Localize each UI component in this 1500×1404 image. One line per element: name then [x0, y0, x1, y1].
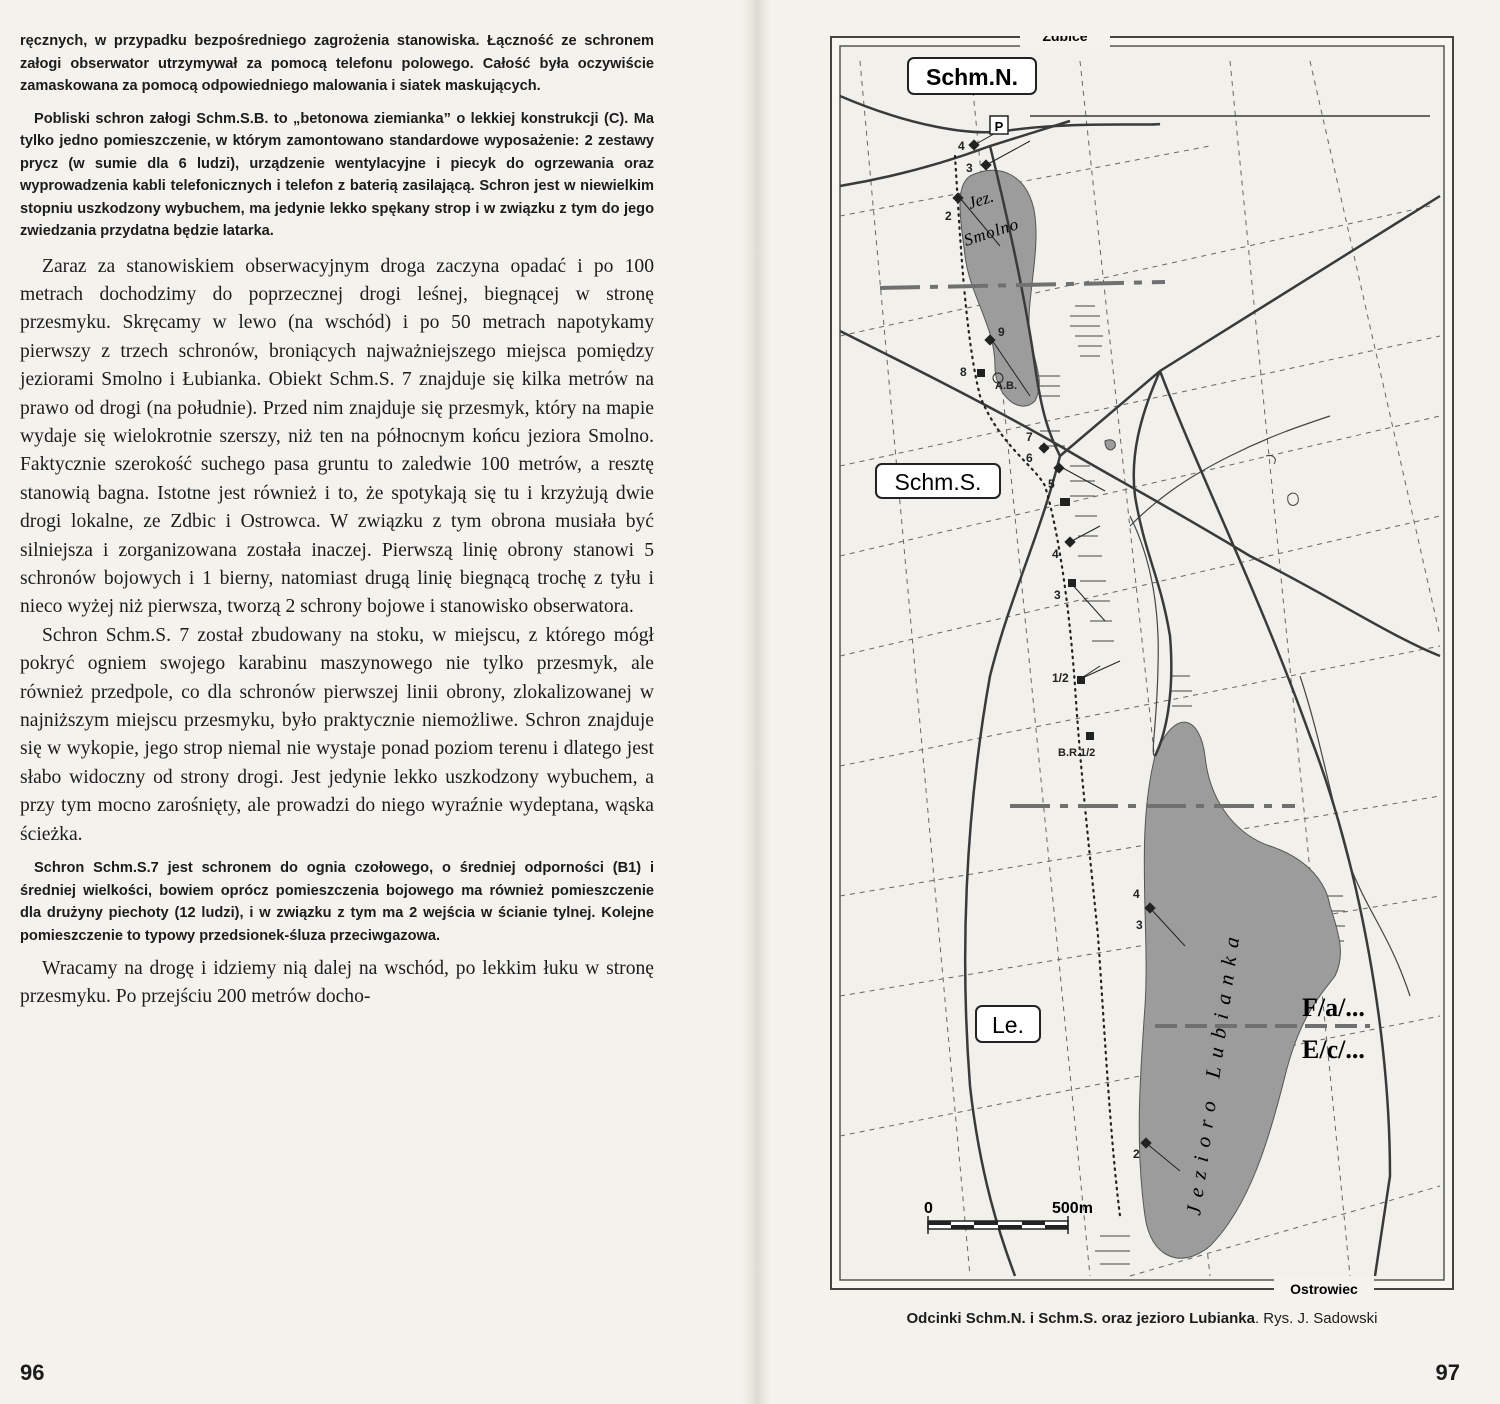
lake-smolno-label-1: Jez.	[965, 186, 996, 213]
paragraph-3: Zaraz za stanowiskiem obserwacyjnym droga zaczyna opadać i po 100 metrach dochodzimy do poprzecznej drogi leśnej, biegnącej w stronę przesmyku. Skręcamy w lewo (na wschód) i po 50 metrach napotykamy pierwszy z trzech schronów, broniących najważniejszego miejsca pomiędzy jeziorami Smolno i Łubianka. Obiekt Schm.S. 7 znajduje się kilka metrów na prawo od drogi (na południe). Przed nim znajduje się przesmyk, który na mapie wydaje się wielokrotnie szerszy, niż ten na północnym końcu jeziora Smolno. Faktycznie szerokość suchego pasa gruntu to zaledwie 100 metrów, a resztę stanowią bagna. Istotne jest również i to, że spotykają się tu i krzyżują dwie drogi lokalne, ze Zdbic i Ostrowca. W związku z tym obrona musiała być silniejsza i zorganizowana została inaczej. Pierwszą linię obrony stanowi 5 schronów bojowych i 1 bierny, natomiast drugą linię biegnącą trochę z tyłu i nieco wyżej niż pierwsza, tworzą 2 schrony bojowe i stanowisko obserwatora.	[20, 255, 654, 618]
bunker-label: 4	[958, 139, 965, 153]
bunker-label: 3	[966, 161, 973, 175]
book-gutter	[742, 0, 770, 1404]
parking-label: P	[994, 119, 1004, 134]
le-label: Le.	[992, 1012, 1024, 1038]
bunker-label: 9	[998, 325, 1005, 339]
paragraph-6: Wracamy na drogę i idziemy nią dalej na wschód, po lekkim łuku w stronę przesmyku. Po przejściu 200 metrów docho-	[20, 958, 654, 1008]
bunker-label: 3	[1054, 588, 1061, 602]
pond-1	[1105, 440, 1115, 450]
bunker-label: 6	[1026, 451, 1033, 465]
page-number-left: 96	[20, 1360, 45, 1385]
scale-start: 0	[924, 1200, 933, 1217]
left-page-text	[20, 30, 654, 1012]
map-figure	[830, 36, 1454, 1298]
bunker-label: 8	[960, 365, 967, 379]
bunker-label: 2	[945, 209, 952, 223]
scale-end: 500m	[1052, 1200, 1093, 1217]
map-caption	[830, 1310, 1454, 1327]
bunker-label: A.B.	[995, 380, 1017, 392]
map-svg	[830, 36, 1454, 1298]
grid-label-fa: F/a/...	[1302, 993, 1365, 1022]
bunker-label: 7	[1026, 430, 1033, 444]
bunker-label: 1/2	[1052, 671, 1069, 685]
paragraph-1: ręcznych, w przypadku bezpośredniego zagrożenia stanowiska. Łączność ze schronem załogi obserwator utrzymywał za pomocą telefonu polowego. Całość była oczywiście zamaskowana za pomocą odpowiedniego malowania i siatek maskujących.	[20, 33, 654, 94]
bunker-label: B.R.1/2	[1058, 747, 1096, 759]
lake-smolno-label-2: Smolno	[961, 214, 1022, 250]
caption-bold: Odcinki Schm.N. i Schm.S. oraz jezioro Lubianka	[906, 1310, 1255, 1327]
paragraph-4: Schron Schm.S. 7 został zbudowany na stoku, w miejscu, z którego mógł pokryć ogniem swojego karabinu maszynowego nie tylko przesmyk, ale również przedpole, co dla schronów pierwszej linii obrony, zlokalizowanej w najniższym miejscu przesmyku, było praktycznie niemożliwe. Schron znajduje się w wykopie, jego strop niemal nie wystaje ponad poziom terenu i dlatego jest słabo widoczny od strony drogi. Jest jedynie lekko uszkodzony wybuchem, a przy tym mocno zarośnięty, ale prowadzi do niego wyraźnie wydeptana, wąska ścieżka.	[20, 624, 654, 845]
paragraph-2: Pobliski schron załogi Schm.S.B. to „betonowa ziemianka” o lekkiej konstrukcji (C). Ma tylko jedno pomieszczenie, w którym zamontowano standardowe wyposażenie: 2 zestawy prycz (w sumie dla 6 ludzi), urządzenie wentylacyjne i piecyk do ogrzewania oraz wyprowadzenia kabli telefonicznych i telefon z baterią zasilającą. Schron jest w niewielkim stopniu uszkodzony wybuchem, ma jedynie lekko spękany strop i w związku z tym do jego zwiedzania przydatna będzie latarka.	[20, 110, 654, 239]
grid-label-ec: E/c/...	[1302, 1035, 1365, 1064]
bunker-label: 4	[1133, 887, 1140, 901]
map-top-label: Zdbice	[1042, 36, 1088, 44]
bunker-label: 4	[1052, 547, 1059, 561]
bunker-label: 2	[1133, 1147, 1140, 1161]
map-bottom-label: Ostrowiec	[1290, 1281, 1358, 1297]
schm-n-label: Schm.N.	[925, 64, 1019, 90]
page-number-right: 97	[1435, 1360, 1460, 1385]
bunker-label: 5	[1048, 477, 1055, 491]
lake-lubianka-label: Jezioro Lubianka	[1181, 926, 1246, 1217]
paragraph-5: Schron Schm.S.7 jest schronem do ognia czołowego, o średniej odporności (B1) i średniej wielkości, bowiem oprócz pomieszczenia bojowego ma również pomieszczenie dla drużyny piechoty (12 ludzi), i w związku z tym ma 2 wejścia w ścianie tylnej. Kolejne pomieszczenie to typowy przedsionek-śluza przeciwgazowa.	[20, 860, 654, 944]
bunker-label: 3	[1136, 918, 1143, 932]
schm-s-label: Schm.S.	[894, 469, 982, 495]
caption-credit: . Rys. J. Sadowski	[1254, 1310, 1378, 1327]
